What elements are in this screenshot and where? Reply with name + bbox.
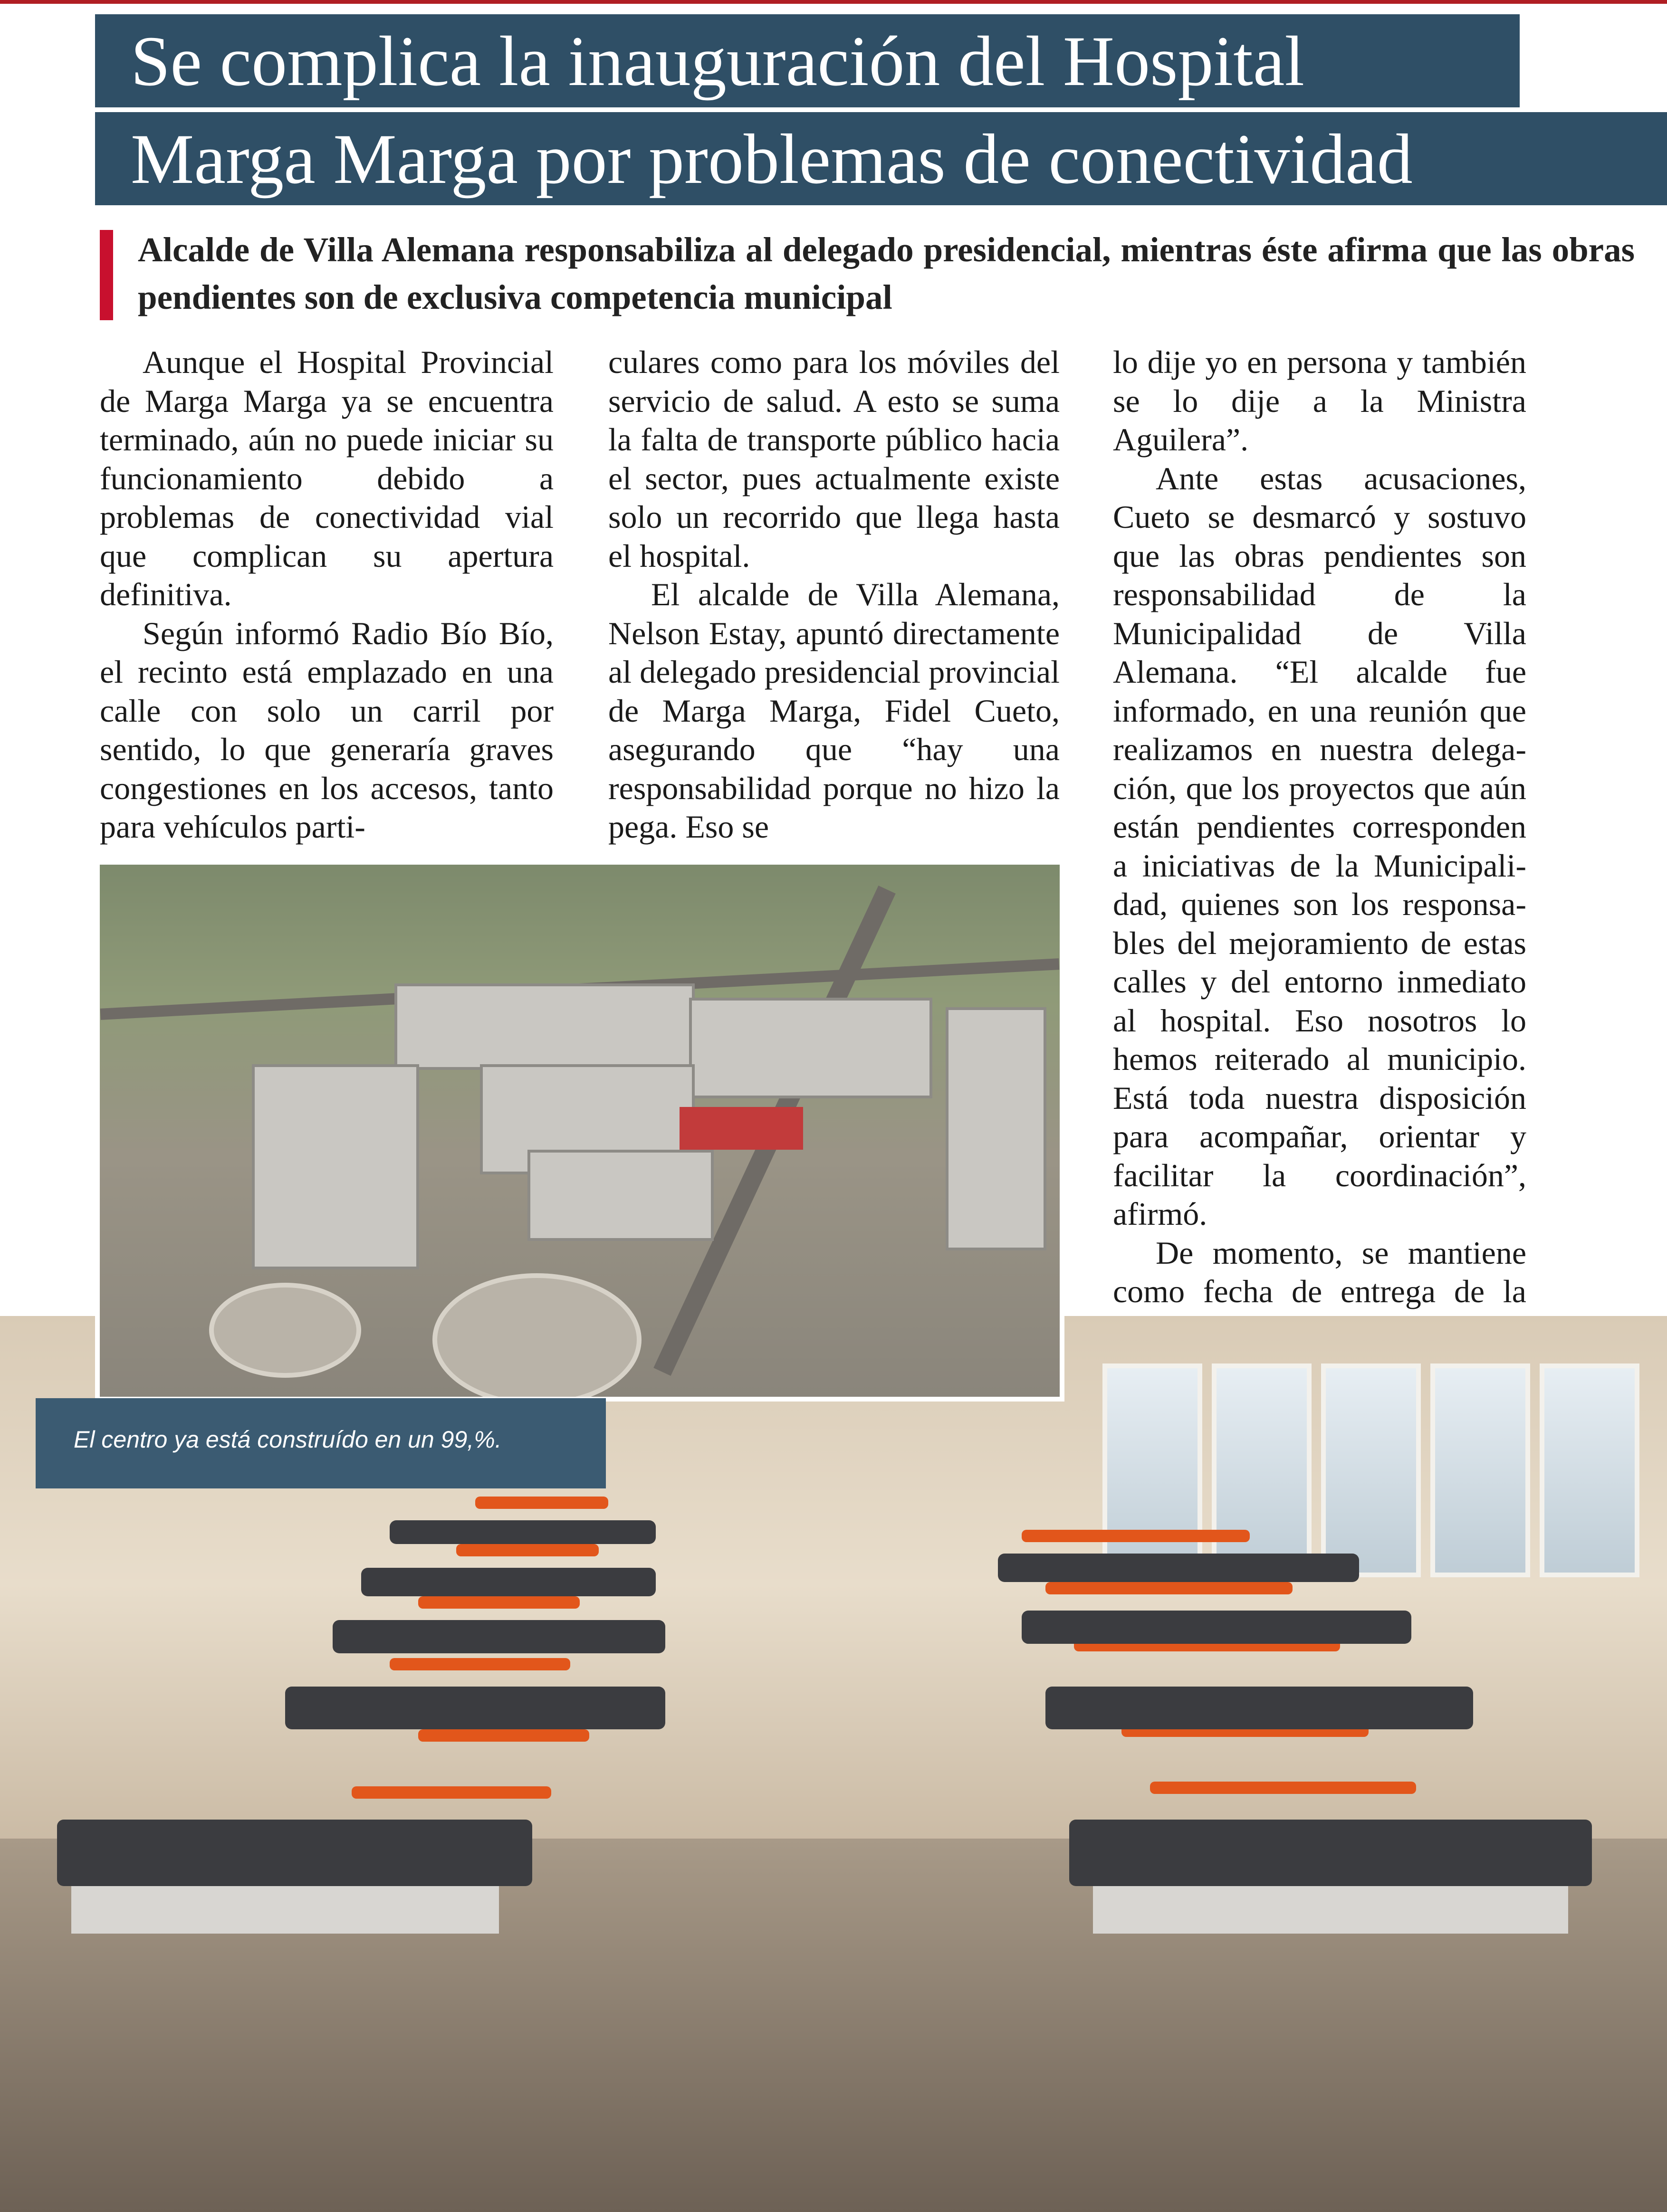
headline-line-2: Marga Marga por problemas de conectividad (131, 120, 1413, 199)
paragraph: El alcalde de Villa Alemana, Nelson Estay, apuntó directamente al delegado presidencial provincial de Marga Marga, Fidel Cueto, asegurando que “hay una responsabilidad porque no hizo la pega. Eso se (608, 576, 1060, 845)
article-column-3 (1113, 343, 1526, 1466)
hospital-aerial-photo (100, 865, 1060, 1397)
article-column-2 (608, 343, 1060, 847)
article-column-1 (100, 343, 554, 847)
paragraph: culares como para los móviles del servicio de salud. A esto se suma la falta de transporte público hacia el sector, pues actualmente existe solo un recorrido que llega hasta el hospital. (608, 344, 1060, 574)
paragraph: De momento, se mantiene como fecha de entrega de la (1113, 1234, 1526, 1309)
photo-caption (36, 1398, 606, 1488)
top-rule (0, 0, 1667, 4)
subheadline-accent-bar (100, 230, 113, 320)
paragraph: Según informó Radio Bío Bío, el recinto está emplazado en una calle con solo un carril por sentido, lo que generaría graves congestiones en los accesos, tanto para vehículos parti- (100, 615, 554, 845)
paragraph: lo dije yo en persona y también se lo dije a la Ministra Aguilera”. (1113, 344, 1526, 458)
paragraph: Ante estas acusaciones, Cueto se desmarcó y sostuvo que las obras pendientes son responsabilidad de la Municipalidad de Villa Alemana. “El alcalde fue informado, en una reunión que realizamos en nuestra delegación, que los proyectos que aún están pendientes corresponden a iniciativas de la Municipalidad, quienes son los responsables del mejoramiento de estas calles y del entorno inmediato al hospital. Eso nosotros lo hemos reiterado al municipio. Está toda nuestra disposición para acompañar, orientar y facilitar la coordinación”, afirmó. (1113, 460, 1526, 1232)
paragraph: Aunque el Hospital Provincial de Marga Marga ya se encuentra terminado, aún no puede iniciar su funcionamiento debido a problemas de conectividad vial que complican su apertura definitiva. (100, 344, 554, 612)
caption-text: El centro ya está construído en un 99,%. (74, 1426, 502, 1453)
headline-line-1: Se complica la inauguración del Hospital (131, 22, 1305, 101)
headline-bar-1 (95, 14, 1520, 107)
ward-windows (1088, 1363, 1667, 1582)
headline-bar-2 (95, 112, 1667, 205)
subheadline-text: Alcalde de Villa Alemana responsabiliza al delegado presidencial, mientras éste afirma que las obras pendientes son de exclusiva competencia municipal (138, 230, 1635, 316)
